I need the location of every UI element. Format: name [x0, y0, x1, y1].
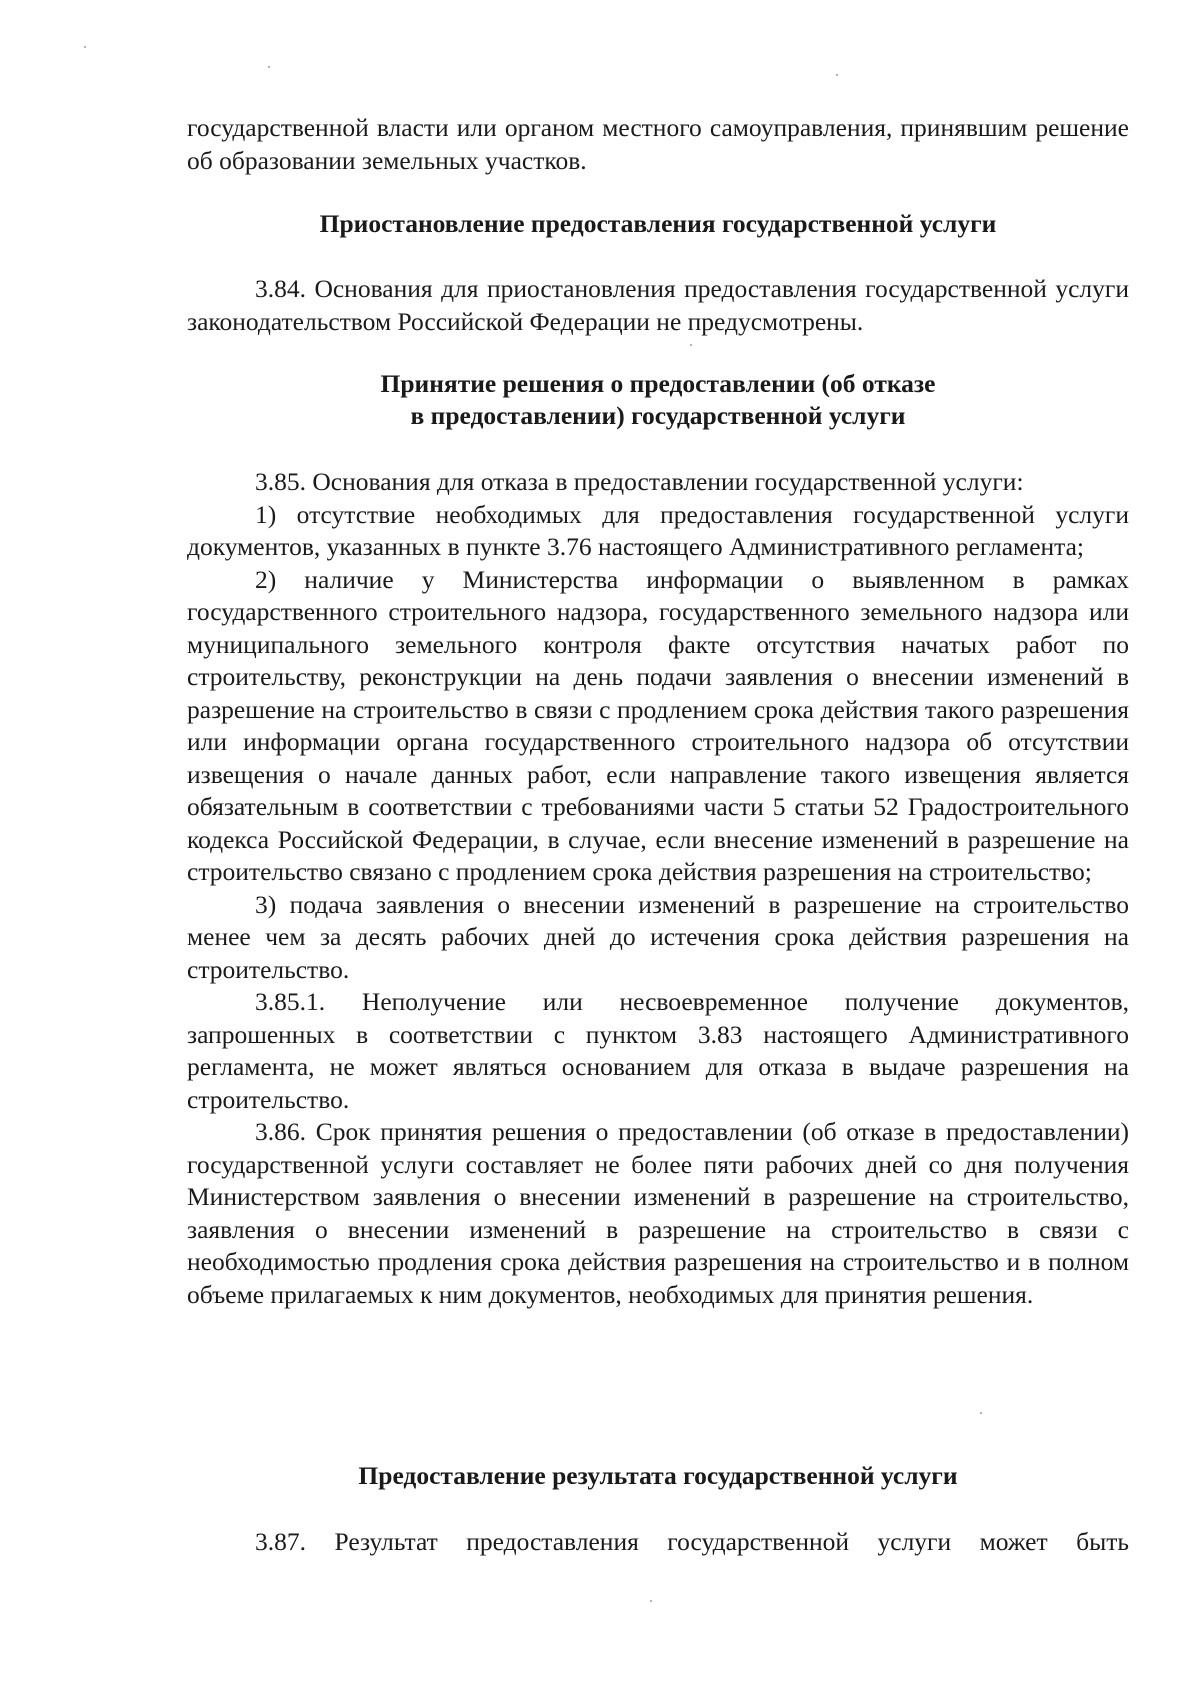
- scan-speck: [690, 344, 692, 346]
- intro-block: [187, 112, 1129, 177]
- section-decision-body: [187, 466, 1129, 1311]
- intro-paragraph: государственной власти или органом местного самоуправления, принявшим решение об образовании земельных участков.: [187, 113, 1129, 175]
- scan-speck: [980, 1412, 982, 1414]
- scan-speck: [84, 46, 86, 48]
- section-heading-decision-line1: Принятие решения о предоставлении (об отказе: [380, 369, 936, 398]
- paragraph-3-85-item-2: 2) наличие у Министерства информации о выявленном в рамках государственного строительного надзора, государственного земельного надзора или муниципального земельного контроля факте отсутствия начатых работ по строительству, реконструкции на день подачи заявления о внесении изменений в разрешение на строительство в связи с продлением срока действия такого разрешения или информации органа государственного строительного надзора об отсутствии извещения о начале данных работ, если направление такого извещения является обязательным в соответствии с требованиями части 5 статьи 52 Градостроительного кодекса Российской Федерации, в случае, если внесение изменений в разрешение на строительство связано с продлением срока действия разрешения на строительство;: [187, 564, 1129, 886]
- paragraph-3-87: 3.87. Результат предоставления государственной услуги может быть: [255, 1527, 1129, 1556]
- section-heading-suspension: Приостановление предоставления государственной услуги: [319, 209, 997, 238]
- scan-speck: [836, 74, 838, 76]
- section-suspension-body: [187, 273, 1129, 338]
- paragraph-3-85: 3.85. Основания для отказа в предоставлении государственной услуги:: [255, 467, 1024, 496]
- scan-speck: [268, 66, 270, 68]
- paragraph-3-85-item-3: 3) подача заявления о внесении изменений в разрешение на строительство менее чем за десять рабочих дней до истечения срока действия разрешения на строительство.: [187, 889, 1129, 984]
- paragraph-3-85-1: 3.85.1. Неполучение или несвоевременное получение документов, запрошенных в соответствии с пунктом 3.83 настоящего Административного регламента, не может являться основанием для отказа в выдаче разрешения на строительство.: [187, 987, 1129, 1114]
- scan-speck: [650, 1600, 652, 1602]
- section-heading-decision-line2: в предоставлении) государственной услуги: [410, 401, 906, 430]
- paragraph-3-86: 3.86. Срок принятия решения о предоставлении (об отказе в предоставлении) государственной услуги составляет не более пяти рабочих дней со дня получения Министерством заявления о внесении изменений в разрешение на строительство, заявления о внесении изменений в разрешение на строительство в связи с необходимостью продления срока действия разрешения на строительство и в полном объеме прилагаемых к ним документов, необходимых для принятия решения.: [187, 1117, 1129, 1309]
- paragraph-3-84: 3.84. Основания для приостановления предоставления государственной услуги законодательством Российской Федерации не предусмотрены.: [187, 274, 1129, 336]
- paragraph-3-85-item-1: 1) отсутствие необходимых для предоставления государственной услуги документов, указанных в пункте 3.76 настоящего Административного регламента;: [187, 499, 1129, 561]
- section-result-body: [187, 1526, 1129, 1559]
- section-heading-result: Предоставление результата государственной услуги: [358, 1461, 958, 1490]
